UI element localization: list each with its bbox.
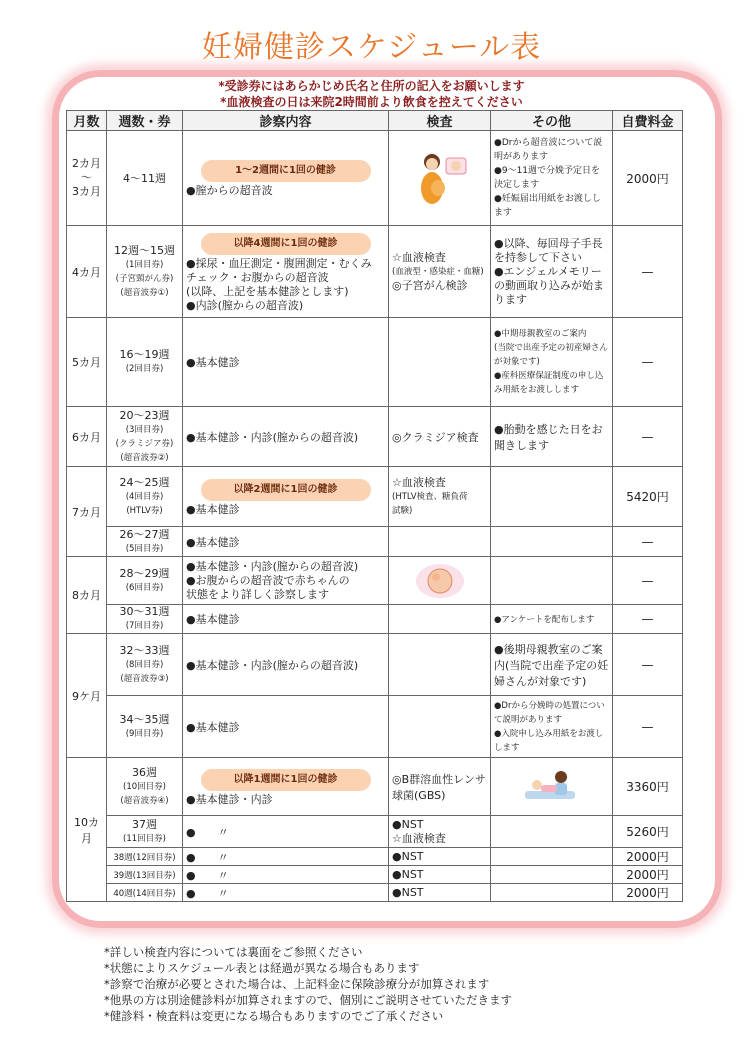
exam-cell: ●基本健診 [183,527,389,557]
week-label: 36週 [132,765,157,779]
other-cell [491,884,613,902]
other-item: ●エンジェルメモリーの動画取り込みが始まります [494,264,604,306]
fee-cell: 5260円 [613,816,683,848]
fee-cell: — [613,527,683,557]
test-cell: ◎B群溶血性レンサ球菌(GBS) [389,758,491,816]
exam-cell: ● 〃 [183,866,389,884]
exam-cell: ●基本健診 [183,318,389,407]
other-cell [491,557,613,605]
other-item: ●妊娠届出用紙をお渡しします [494,194,601,218]
ultrasound-baby-icon [413,562,467,600]
bottom-note: *他県の方は別途健診料が加算されますので、個別にご説明させていただきます [104,993,513,1007]
month-label: 〜 [81,171,92,184]
test-text: ☆血液検査 [392,250,446,264]
other-item: ●産科医療保証制度の申し込み用紙をお渡しします [494,371,604,395]
test-cell [389,605,491,634]
week-label: 16〜19週 [119,348,170,361]
bottom-note: *診察で治療が必要とされた場合は、上記料金に保険診療分が加算されます [104,977,490,991]
other-cell [491,318,613,407]
other-cell [491,816,613,848]
week-cell [107,467,183,527]
ticket-label: (2回目券) [125,364,164,374]
header-fee: 自費料金 [613,111,683,131]
exam-cell [183,557,389,605]
header-other: その他 [491,111,613,131]
header-month: 月数 [67,111,107,131]
table-row [67,848,683,866]
other-cell [491,467,613,527]
month-cell: 5カ月 [67,318,107,407]
ticket-label: (子宮頸がん券) [115,273,174,284]
fee-cell: — [613,634,683,696]
table-row [67,696,683,758]
top-note: *血液検査の日は来院2時間前より飲食を控えてください [220,95,523,109]
table-row [67,527,683,557]
exam-text: ●基本健診・内診 [186,792,273,806]
exam-cell: ●基本健診・内診(膣からの超音波) [183,407,389,467]
exam-text: ●基本健診 [186,502,240,516]
ticket-label: (超音波券④) [120,795,169,806]
exam-text: ●膣からの超音波 [186,184,273,197]
test-cell [389,467,491,527]
exam-text: (以降、上記を基本健診とします) [186,284,349,298]
test-text: ☆血液検査 [392,475,446,489]
ticket-label: (6回目券) [125,582,164,593]
ticket-label: (クラミジア券) [115,438,174,449]
month-label: 2カ月 [72,157,101,170]
frequency-pill: 1〜2週間に1回の健診 [201,160,371,182]
pregnant-woman-icon [410,148,470,208]
week-label: 37週 [132,817,157,831]
month-label: 3カ月 [72,185,101,198]
other-item: ●中期母親教室のご案内 [494,329,587,339]
other-item: ●9〜11週で分娩予定日を決定します [494,166,601,190]
week-label: 34〜35週 [119,712,170,726]
table-row [67,758,683,816]
other-cell [491,696,613,758]
test-text: ☆血液検査 [392,831,446,845]
week-cell: 40週(14回目券) [107,884,183,902]
fee-cell: — [613,318,683,407]
ticket-label: (HTLV券) [126,505,163,516]
test-cell: ●NST [389,866,491,884]
test-cell: ●NST [389,848,491,866]
header-week: 週数・券 [107,111,183,131]
ticket-label: (1回目券) [125,259,164,270]
other-item: ●以降、毎回母子手長を持参して下さい [494,236,603,264]
week-cell [107,407,183,467]
exam-cell [183,226,389,318]
test-text: ◎子宮がん検診 [392,278,468,292]
week-cell [107,226,183,318]
other-cell [491,866,613,884]
week-cell [107,634,183,696]
page-title: 妊婦健診スケジュール表 [201,30,542,65]
week-cell: 4〜11週 [107,131,183,226]
table-row [67,866,683,884]
top-notes [0,78,743,110]
table-row [67,557,683,605]
fee-cell: 2000円 [613,131,683,226]
ticket-label: (9回目券) [125,728,164,739]
week-label: 26〜27週 [119,527,170,541]
table-row [67,407,683,467]
fee-cell: — [613,605,683,634]
exam-cell: ● 〃 [183,848,389,866]
week-cell [107,527,183,557]
fee-cell: — [613,557,683,605]
exam-cell: ● 〃 [183,884,389,902]
fee-cell: — [613,696,683,758]
week-cell [107,758,183,816]
week-label: 32〜33週 [119,643,170,657]
header-row [67,111,683,131]
table-row [67,605,683,634]
ticket-label: (11回目券) [123,833,166,844]
month-cell: 8カ月 [67,557,107,634]
other-cell [491,848,613,866]
frequency-pill: 以降1週間に1回の健診 [201,769,371,791]
other-item: ●Drから分娩時の処置について説明があります [494,700,605,725]
exam-text: ●お腹からの超音波で赤ちゃんの [186,573,350,587]
week-label: 24〜25週 [119,475,170,489]
exam-cell [183,131,389,226]
ticket-label: (4回目券) [125,491,164,502]
other-item: ●Drから超音波について説明があります [494,138,603,162]
exam-cell: ● 〃 [183,816,389,848]
test-cell [389,557,491,605]
other-cell [491,758,613,816]
fee-cell: 3360円 [613,758,683,816]
test-cell [389,816,491,848]
exam-cell: ●基本健診 [183,605,389,634]
ticket-label: (5回目券) [125,543,164,554]
test-cell [389,318,491,407]
other-cell: ●アンケートを配布します [491,605,613,634]
fee-cell: 2000円 [613,848,683,866]
other-cell: ●後期母親教室のご案内(当院で出産予定の妊婦さんが対象です) [491,634,613,696]
other-cell [491,131,613,226]
top-note: *受診券にはあらかじめ氏名と住所の記入をお願いします [218,79,525,93]
month-cell [67,131,107,226]
other-item: (当院で出産予定の初産婦さんが対象です) [494,343,608,367]
table-row [67,318,683,407]
test-cell: ●NST [389,884,491,902]
fee-cell: 2000円 [613,866,683,884]
test-cell [389,634,491,696]
test-cell [389,226,491,318]
month-cell: 4カ月 [67,226,107,318]
frequency-pill: 以降4週間に1回の健診 [201,233,371,255]
month-cell: 10カ月 [67,758,107,902]
bottom-note: *状態によりスケジュール表とは経過が異なる場合もあります [104,961,420,975]
exam-text: ●採尿・血圧測定・腹囲測定・むくみ [186,256,372,270]
week-cell [107,318,183,407]
fee-cell: — [613,407,683,467]
week-label: 12週〜15週 [114,243,175,257]
week-cell: 38週(12回目券) [107,848,183,866]
table-row [67,816,683,848]
week-label: 28〜29週 [119,566,170,580]
other-cell: ●胎動を感じた日をお聞きします [491,407,613,467]
ticket-label: (超音波券③) [120,673,169,684]
bottom-notes [104,944,704,1024]
week-label: 30〜31週 [119,605,170,618]
week-cell [107,816,183,848]
header-test: 検査 [389,111,491,131]
schedule-table [66,110,683,902]
fee-cell: 2000円 [613,884,683,902]
ticket-label: (超音波券②) [120,452,169,463]
week-cell [107,696,183,758]
exam-cell: ●基本健診 [183,696,389,758]
bottom-note: *健診料・検査料は変更になる場合もありますのでご了承ください [104,1009,444,1023]
test-text: (血液型・感染症・血糖) [392,266,484,277]
ticket-label: (3回目券) [125,424,164,435]
test-cell [389,131,491,226]
month-cell: 9ケ月 [67,634,107,758]
exam-cell: ●基本健診・内診(膣からの超音波) [183,634,389,696]
week-cell [107,557,183,605]
exam-text: 状態をより詳しく診察します [186,587,329,601]
header-exam: 診察内容 [183,111,389,131]
table-row [67,131,683,226]
test-cell [389,527,491,557]
test-cell: ◎クラミジア検査 [389,407,491,467]
month-cell: 7カ月 [67,467,107,557]
ticket-label: (超音波券①) [120,287,169,298]
test-text: ●NST [392,817,424,831]
other-item: ●入院申し込み用紙をお渡しします [494,728,604,753]
test-cell [389,696,491,758]
fee-cell: 5420円 [613,467,683,527]
other-cell [491,527,613,557]
exam-text: ●内診(膣からの超音波) [186,298,304,312]
bottom-note: *詳しい検査内容については裏面をご参照ください [104,945,363,959]
month-cell: 6カ月 [67,407,107,467]
other-cell [491,226,613,318]
ticket-label: (10回目券) [123,781,166,792]
table-row [67,634,683,696]
week-label: 20〜23週 [119,408,170,422]
week-cell: 39週(13回目券) [107,866,183,884]
test-text: (HTLV検査、糖負荷 [392,491,468,502]
table-row [67,884,683,902]
exam-text: ●基本健診・内診(膣からの超音波) [186,559,359,573]
frequency-pill: 以降2週間に1回の健診 [201,479,371,501]
ticket-label: (7回目券) [125,621,164,631]
exam-text: チェック・お腹からの超音波 [186,270,329,284]
fee-cell: — [613,226,683,318]
doctor-patient-icon [517,767,587,807]
week-cell [107,605,183,634]
table-row [67,467,683,527]
ticket-label: (8回目券) [125,659,164,670]
exam-cell [183,758,389,816]
test-text: 試験) [392,505,413,516]
table-row [67,226,683,318]
exam-cell [183,467,389,527]
